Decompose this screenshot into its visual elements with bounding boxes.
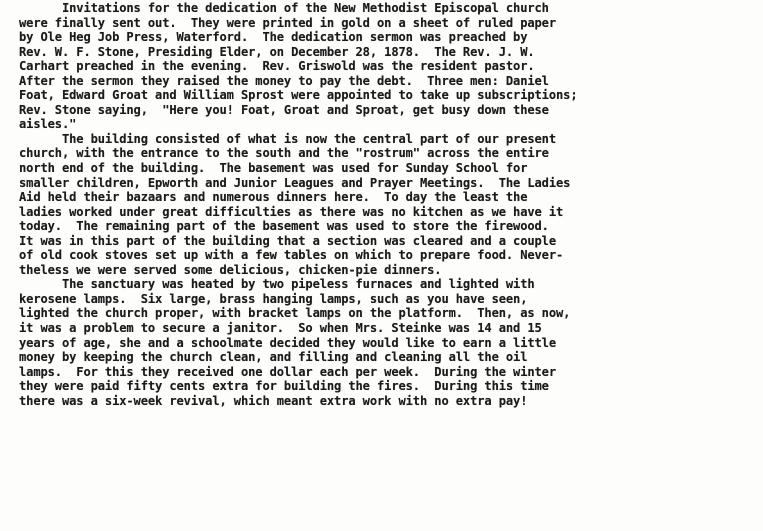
text-line: The sanctuary was heated by two pipeless furnaces and lighted with	[19, 277, 535, 292]
text-line: kerosene lamps. Six large, brass hanging lamps, such as you have seen,	[19, 291, 528, 306]
text-line: aisles."	[19, 117, 77, 132]
text-line: smaller children, Epworth and Junior Leagues and Prayer Meetings. The Ladies	[19, 175, 571, 190]
text-line: by Ole Heg Job Press, Waterford. The dedication sermon was preached by	[19, 30, 528, 45]
text-line: money by keeping the church clean, and filling and cleaning all the oil	[19, 350, 528, 365]
text-line: It was in this part of the building that a section was cleared and a couple	[19, 233, 557, 248]
text-line: lamps. For this they received one dollar each per week. During the winter	[19, 364, 557, 379]
text-line: church, with the entrance to the south and the "rostrum" across the entire	[19, 146, 549, 161]
text-line: were finally sent out. They were printed in gold on a sheet of ruled paper	[19, 15, 557, 30]
text-line: Invitations for the dedication of the New Methodist Episcopal church	[19, 1, 549, 15]
text-line: ladies worked under great difficulties as there was no kitchen as we have it	[19, 204, 564, 219]
text-line: After the sermon they raised the money to pay the debt. Three men: Daniel	[19, 73, 549, 88]
text-line: Carhart preached in the evening. Rev. Griswold was the resident pastor.	[19, 59, 535, 74]
text-line: years of age, she and a schoolmate decided they would like to earn a little	[19, 335, 557, 350]
text-line: Rev. Stone saying, "Here you! Foat, Groat and Sproat, get busy down these	[19, 102, 549, 117]
text-line: today. The remaining part of the basement was used to store the firewood.	[19, 219, 549, 234]
text-line: there was a six-week revival, which meant extra work with no extra pay!	[19, 393, 528, 408]
text-line: of old cook stoves set up with a few tables on which to prepare food. Never-	[19, 248, 564, 263]
text-line: north end of the building. The basement was used for Sunday School for	[19, 161, 528, 176]
text-line: they were paid fifty cents extra for building the fires. During this time	[19, 379, 549, 394]
text-line: The building consisted of what is now the central part of our present	[19, 131, 557, 146]
text-line: it was a problem to secure a janitor. So when Mrs. Steinke was 14 and 15	[19, 321, 542, 336]
text-line: theless we were served some delicious, chicken-pie dinners.	[19, 262, 442, 277]
text-line: Rev. W. F. Stone, Presiding Elder, on December 28, 1878. The Rev. J. W.	[19, 44, 535, 59]
typewritten-text	[19, 0, 755, 408]
text-line: Aid held their bazaars and numerous dinners here. To day the least the	[19, 190, 528, 205]
text-line: lighted the church proper, with bracket lamps on the platform. Then, as now,	[19, 306, 571, 321]
text-line: Foat, Edward Groat and William Sprost were appointed to take up subscriptions;	[19, 88, 578, 103]
